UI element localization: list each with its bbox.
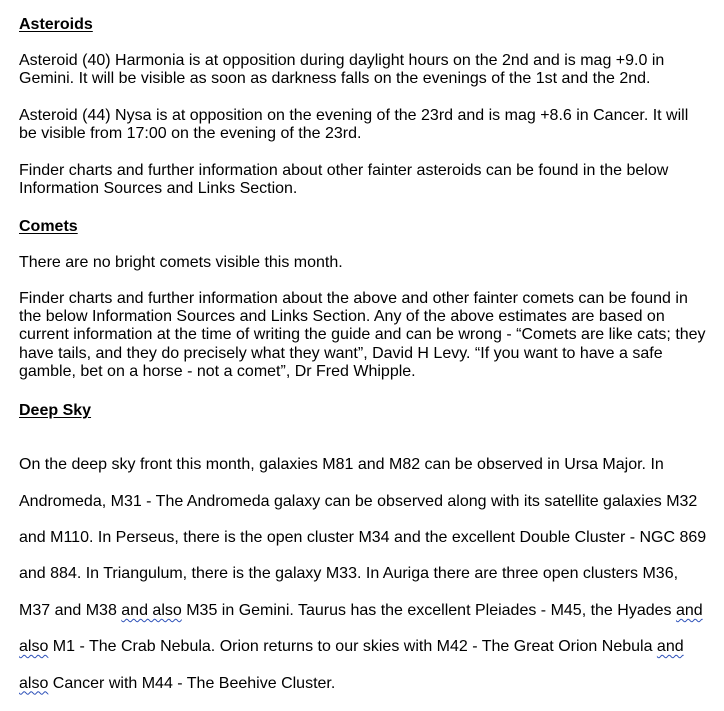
deep-sky-line-7 <box>19 675 719 693</box>
asteroids-heading: Asteroids <box>19 16 93 33</box>
deep-sky-line-2: Andromeda, M31 - The Andromeda galaxy can be observed along with its satellite galaxies M32 <box>19 492 698 510</box>
comets-paragraph-finder: Finder charts and further information about the above and other fainter comets can be found in the below Information Sources and Links Section. Any of the above estimates are based on current information at the time of writing the guide and can be wrong - “Comets are like cats; they have tails, and they do precisely what they want”, David H Levy. “If you want to have a safe gamble, bet on a horse - not a comet”, Dr Fred Whipple. <box>19 290 706 380</box>
deep-sky-line-3: and M110. In Perseus, there is the open cluster M34 and the excellent Double Cluster - NGC 869 <box>19 529 707 547</box>
asteroids-paragraph-finder: Finder charts and further information about other fainter asteroids can be found in the below Information Sources and Links Section. <box>19 162 669 198</box>
grammar-flag-also[interactable]: also <box>19 638 49 656</box>
grammar-flag-and-also[interactable]: and also <box>121 601 182 619</box>
deep-sky-heading: Deep Sky <box>19 402 92 419</box>
deep-sky-line-5 <box>19 602 719 620</box>
grammar-flag-and-2[interactable]: and <box>656 638 684 656</box>
deep-sky-line-7-part-b: Cancer with M44 - The Beehive Cluster. <box>48 674 336 692</box>
deep-sky-line-5-part-a: M37 and M38 <box>19 601 122 619</box>
deep-sky-line-5-part-c: M35 in Gemini. Taurus has the excellent Pleiades - M45, the Hyades <box>181 601 676 619</box>
comets-heading: Comets <box>19 218 78 235</box>
deep-sky-paragraph <box>19 438 719 711</box>
grammar-flag-also-2[interactable]: also <box>19 674 49 692</box>
asteroids-paragraph-nysa: Asteroid (44) Nysa is at opposition on the evening of the 23rd and is mag +8.6 in Cancer. It will be visible from 17:00 on the evening of the 23rd. <box>19 107 689 143</box>
comets-paragraph-none: There are no bright comets visible this month. <box>19 254 343 271</box>
asteroids-paragraph-harmonia: Asteroid (40) Harmonia is at opposition during daylight hours on the 2nd and is mag +9.0 in Gemini. It will be visible as soon as darkness falls on the evenings of the 1st and the 2nd. <box>19 52 665 88</box>
deep-sky-line-6-part-b: M1 - The Crab Nebula. Orion returns to our skies with M42 - The Great Orion Nebula <box>48 638 657 656</box>
deep-sky-line-4: and 884. In Triangulum, there is the galaxy M33. In Auriga there are three open clusters M36, <box>19 565 679 583</box>
deep-sky-line-6 <box>19 638 719 656</box>
deep-sky-line-1: On the deep sky front this month, galaxies M81 and M82 can be observed in Ursa Major. In <box>19 456 664 474</box>
grammar-flag-and[interactable]: and <box>675 601 703 619</box>
